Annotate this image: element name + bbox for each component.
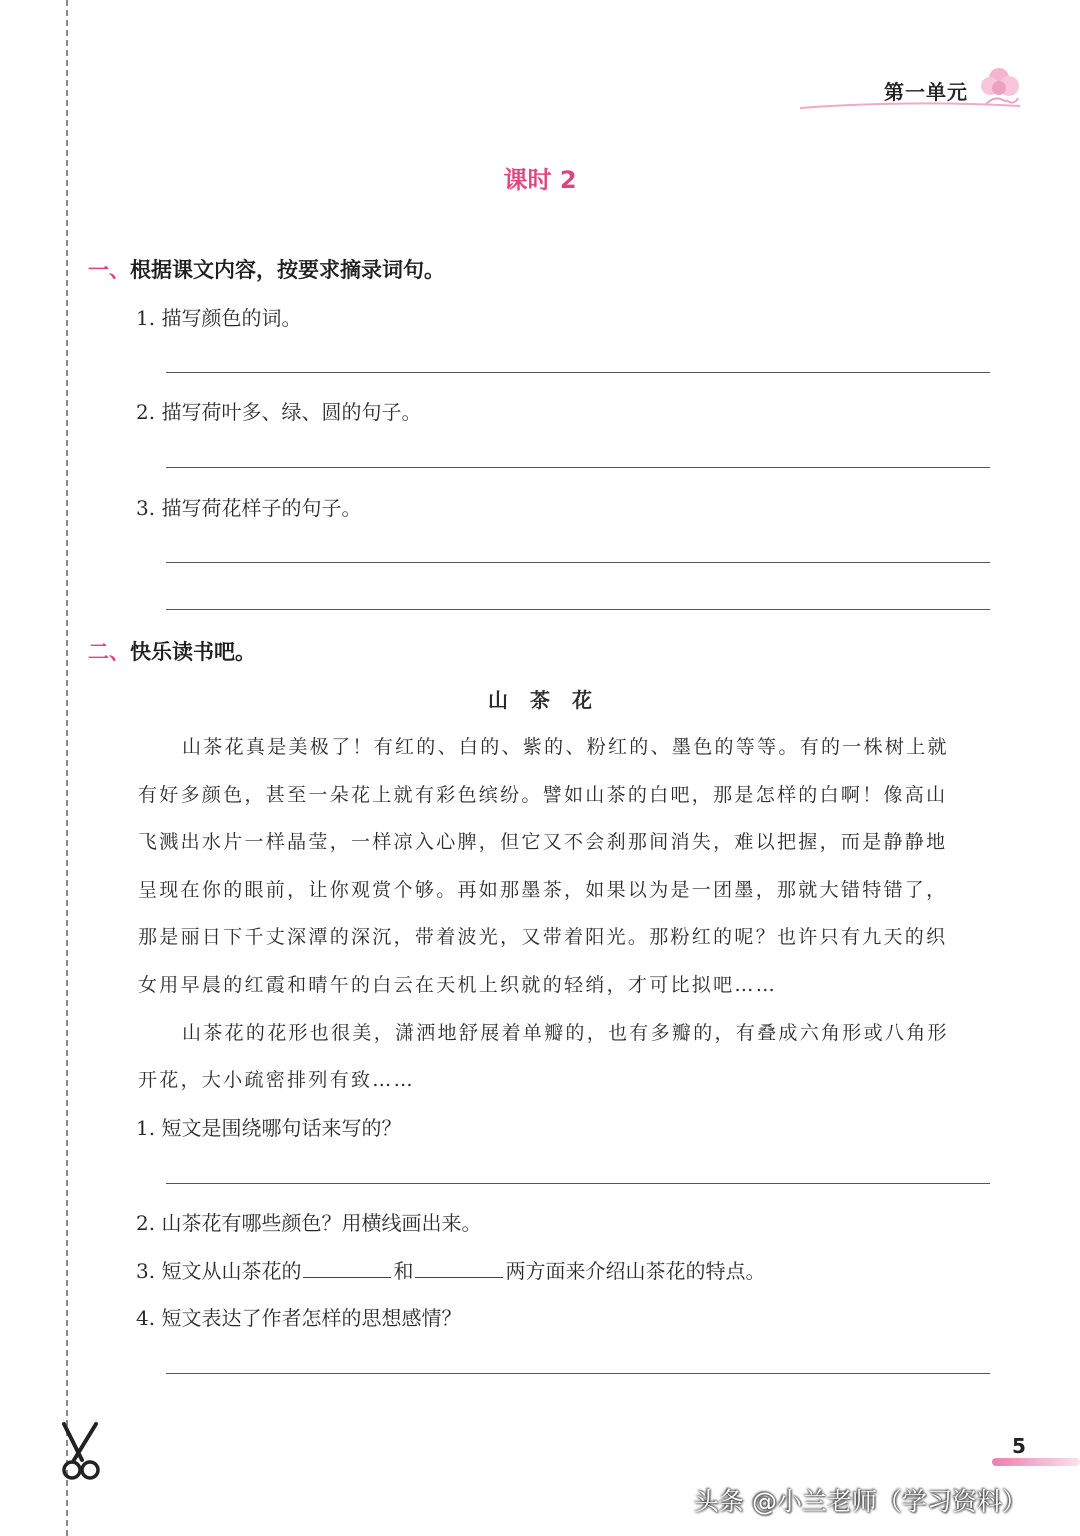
section-2-question-3 bbox=[136, 1255, 765, 1284]
story-line: 那是丽日下千丈深潭的深沉，带着波光，又带着阳光。那粉红的呢？也许只有九天的织 bbox=[138, 926, 948, 948]
fill-in-blank[interactable] bbox=[415, 1259, 503, 1278]
story-line: 女用早晨的红霞和晴午的白云在天机上织就的轻绡，才可比拟吧…… bbox=[138, 974, 778, 996]
answer-line[interactable] bbox=[166, 1373, 990, 1374]
story-line: 飞溅出水片一样晶莹，一样凉入心脾，但它又不会刹那间消失，难以把握，而是静静地 bbox=[138, 831, 948, 853]
answer-line[interactable] bbox=[166, 1183, 990, 1184]
story-line: 开花，大小疏密排列有致…… bbox=[138, 1069, 415, 1091]
section-1-question-1: 1. 描写颜色的词。 bbox=[136, 306, 302, 330]
answer-line[interactable] bbox=[166, 609, 990, 610]
section-2-question-4: 4. 短文表达了作者怎样的思想感情？ bbox=[136, 1306, 462, 1330]
section-1-question-3: 3. 描写荷花样子的句子。 bbox=[136, 496, 362, 520]
question-3-text-start: 3. 短文从山茶花的 bbox=[136, 1259, 302, 1283]
section-2-heading bbox=[88, 636, 256, 666]
answer-line[interactable] bbox=[166, 372, 990, 373]
story-line: 山茶花真是美极了！有红的、白的、紫的、粉红的、墨色的等等。有的一株树上就 bbox=[182, 736, 949, 758]
unit-header bbox=[800, 62, 1040, 122]
story-title: 山茶花 bbox=[488, 688, 614, 712]
section-2-title: 快乐读书吧。 bbox=[130, 640, 256, 664]
story-line: 有好多颜色，甚至一朵花上就有彩色缤纷。譬如山茶的白吧，那是怎样的白啊！像高山 bbox=[138, 784, 948, 806]
story-line: 山茶花的花形也很美，潇洒地舒展着单瓣的，也有多瓣的，有叠成六角形或八角形 bbox=[182, 1022, 949, 1044]
unit-title: 第一单元 bbox=[884, 80, 968, 104]
question-3-text-middle: 和 bbox=[393, 1259, 414, 1283]
section-1-title: 根据课文内容，按要求摘录词句。 bbox=[130, 258, 445, 282]
cut-dashed-line bbox=[66, 0, 68, 1536]
answer-line[interactable] bbox=[166, 562, 990, 563]
section-2-number: 二、 bbox=[88, 640, 130, 664]
question-3-text-end: 两方面来介绍山茶花的特点。 bbox=[505, 1259, 766, 1283]
watermark-text: 头条 @小兰老师（学习资料） bbox=[694, 1487, 1027, 1516]
section-1-number: 一、 bbox=[88, 258, 130, 282]
answer-line[interactable] bbox=[166, 467, 990, 468]
scissors-icon bbox=[52, 1420, 108, 1482]
fill-in-blank[interactable] bbox=[303, 1259, 391, 1278]
lesson-title: 课时 2 bbox=[503, 166, 577, 194]
page-number: 5 bbox=[1012, 1434, 1026, 1458]
section-1-question-2: 2. 描写荷叶多、绿、圆的句子。 bbox=[136, 400, 422, 424]
section-2-question-1: 1. 短文是围绕哪句话来写的？ bbox=[136, 1116, 402, 1140]
section-1-heading bbox=[88, 254, 445, 284]
header-underline bbox=[800, 100, 1020, 110]
section-2-question-2: 2. 山茶花有哪些颜色？用横线画出来。 bbox=[136, 1211, 482, 1235]
page-number-bar bbox=[992, 1458, 1080, 1466]
story-line: 呈现在你的眼前，让你观赏个够。再如那墨茶，如果以为是一团墨，那就大错特错了， bbox=[138, 879, 948, 901]
